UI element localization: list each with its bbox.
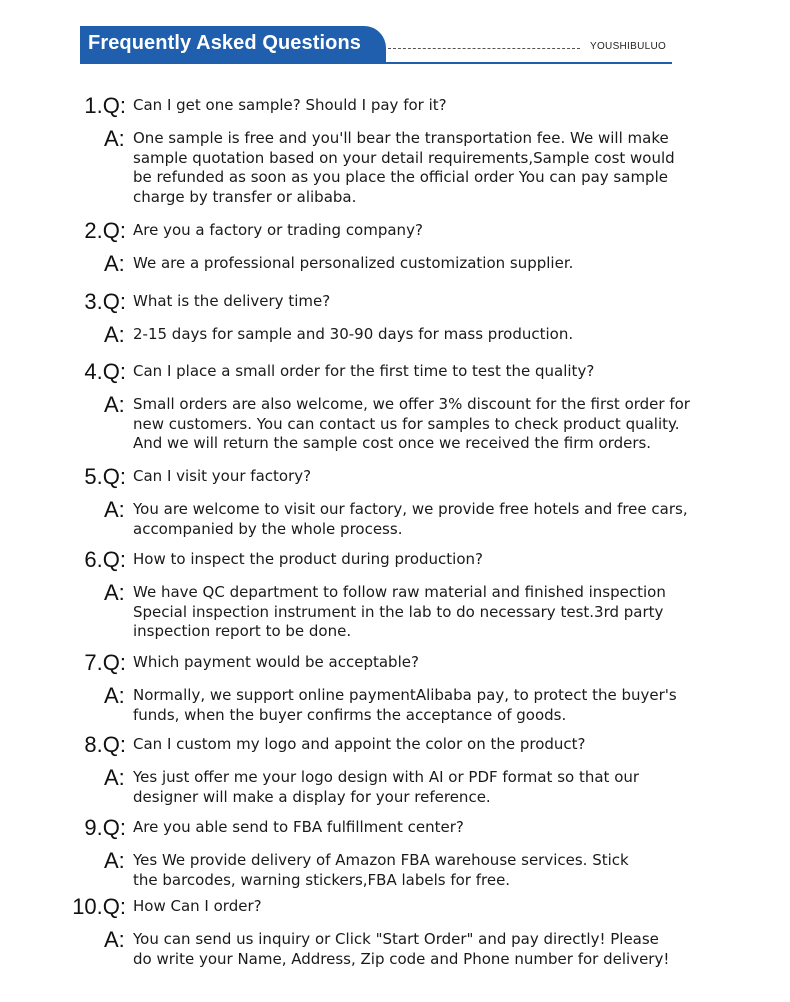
question-number: 4.Q: (84, 359, 126, 384)
question-text: Are you a factory or trading company? (133, 221, 423, 239)
answer-text-line: We have QC department to follow raw material and finished inspection (133, 583, 666, 601)
question-number: 1.Q: (84, 93, 126, 118)
brand-name: YOUSHIBULUO (590, 41, 667, 52)
answer-text-line: We are a professional personalized customization supplier. (133, 254, 574, 272)
answer-text-line: Special inspection instrument in the lab to do necessary test.3rd party (133, 602, 664, 621)
answer-label: A: (104, 322, 125, 347)
question-number: 2.Q: (84, 218, 126, 243)
answer-label: A: (104, 765, 125, 790)
answer-text-line: accompanied by the whole process. (133, 519, 403, 538)
question-text: How to inspect the product during production? (133, 550, 483, 568)
answer-text-line: the barcodes, warning stickers,FBA labels for free. (133, 870, 511, 889)
question-number: 5.Q: (84, 464, 126, 489)
question-text: Can I place a small order for the first time to test the quality? (133, 362, 595, 380)
question-text: What is the delivery time? (133, 292, 331, 310)
answer-text-line: One sample is free and you'll bear the transportation fee. We will make (133, 129, 669, 147)
question-number: 10.Q: (72, 894, 126, 919)
answer-text-line: be refunded as soon as you place the official order You can pay sample (133, 168, 668, 186)
answer-text-line: new customers. You can contact us for samples to check product quality. (133, 414, 680, 433)
question-text: Can I get one sample? Should I pay for it? (133, 96, 447, 114)
answer-label: A: (104, 848, 125, 873)
question-text: Can I custom my logo and appoint the color on the product? (133, 735, 586, 753)
answer-text-line: sample quotation based on your detail requirements,Sample cost would (133, 148, 675, 167)
question-number: 3.Q: (84, 289, 126, 314)
answer-label: A: (104, 683, 125, 708)
answer-text-line: 2-15 days for sample and 30-90 days for mass production. (133, 325, 574, 343)
answer-text-line: Small orders are also welcome, we offer 3% discount for the first order for (133, 395, 690, 413)
question-text: Are you able send to FBA fulfillment center? (133, 818, 464, 836)
question-number: 9.Q: (84, 815, 126, 840)
question-number: 7.Q: (84, 650, 126, 675)
answer-text-line: You are welcome to visit our factory, we provide free hotels and free cars, (133, 500, 688, 518)
question-number: 6.Q: (84, 547, 126, 572)
answer-label: A: (104, 392, 125, 417)
answer-label: A: (104, 927, 125, 952)
question-text: How Can I order? (133, 897, 262, 915)
answer-text-line: inspection report to be done. (133, 622, 352, 640)
answer-label: A: (104, 580, 125, 605)
answer-label: A: (104, 497, 125, 522)
question-text: Which payment would be acceptable? (133, 653, 419, 671)
answer-label: A: (104, 251, 125, 276)
question-number: 8.Q: (84, 732, 126, 757)
page-title: Frequently Asked Questions (88, 32, 362, 54)
answer-text-line: designer will make a display for your reference. (133, 787, 491, 806)
answer-text-line: Yes We provide delivery of Amazon FBA warehouse services. Stick (133, 851, 629, 869)
answer-text-line: Yes just offer me your logo design with AI or PDF format so that our (133, 768, 640, 786)
answer-label: A: (104, 126, 125, 151)
answer-text-line: charge by transfer or alibaba. (133, 187, 357, 206)
answer-text-line: And we will return the sample cost once we received the firm orders. (133, 434, 652, 452)
question-text: Can I visit your factory? (133, 467, 312, 485)
answer-text-line: funds, when the buyer confirms the acceptance of goods. (133, 705, 567, 724)
answer-text-line: You can send us inquiry or Click "Start Order" and pay directly! Please (133, 930, 659, 948)
answer-text-line: Normally, we support online paymentAlibaba pay, to protect the buyer's (133, 686, 677, 704)
answer-text-line: do write your Name, Address, Zip code and Phone number for delivery! (133, 949, 670, 968)
